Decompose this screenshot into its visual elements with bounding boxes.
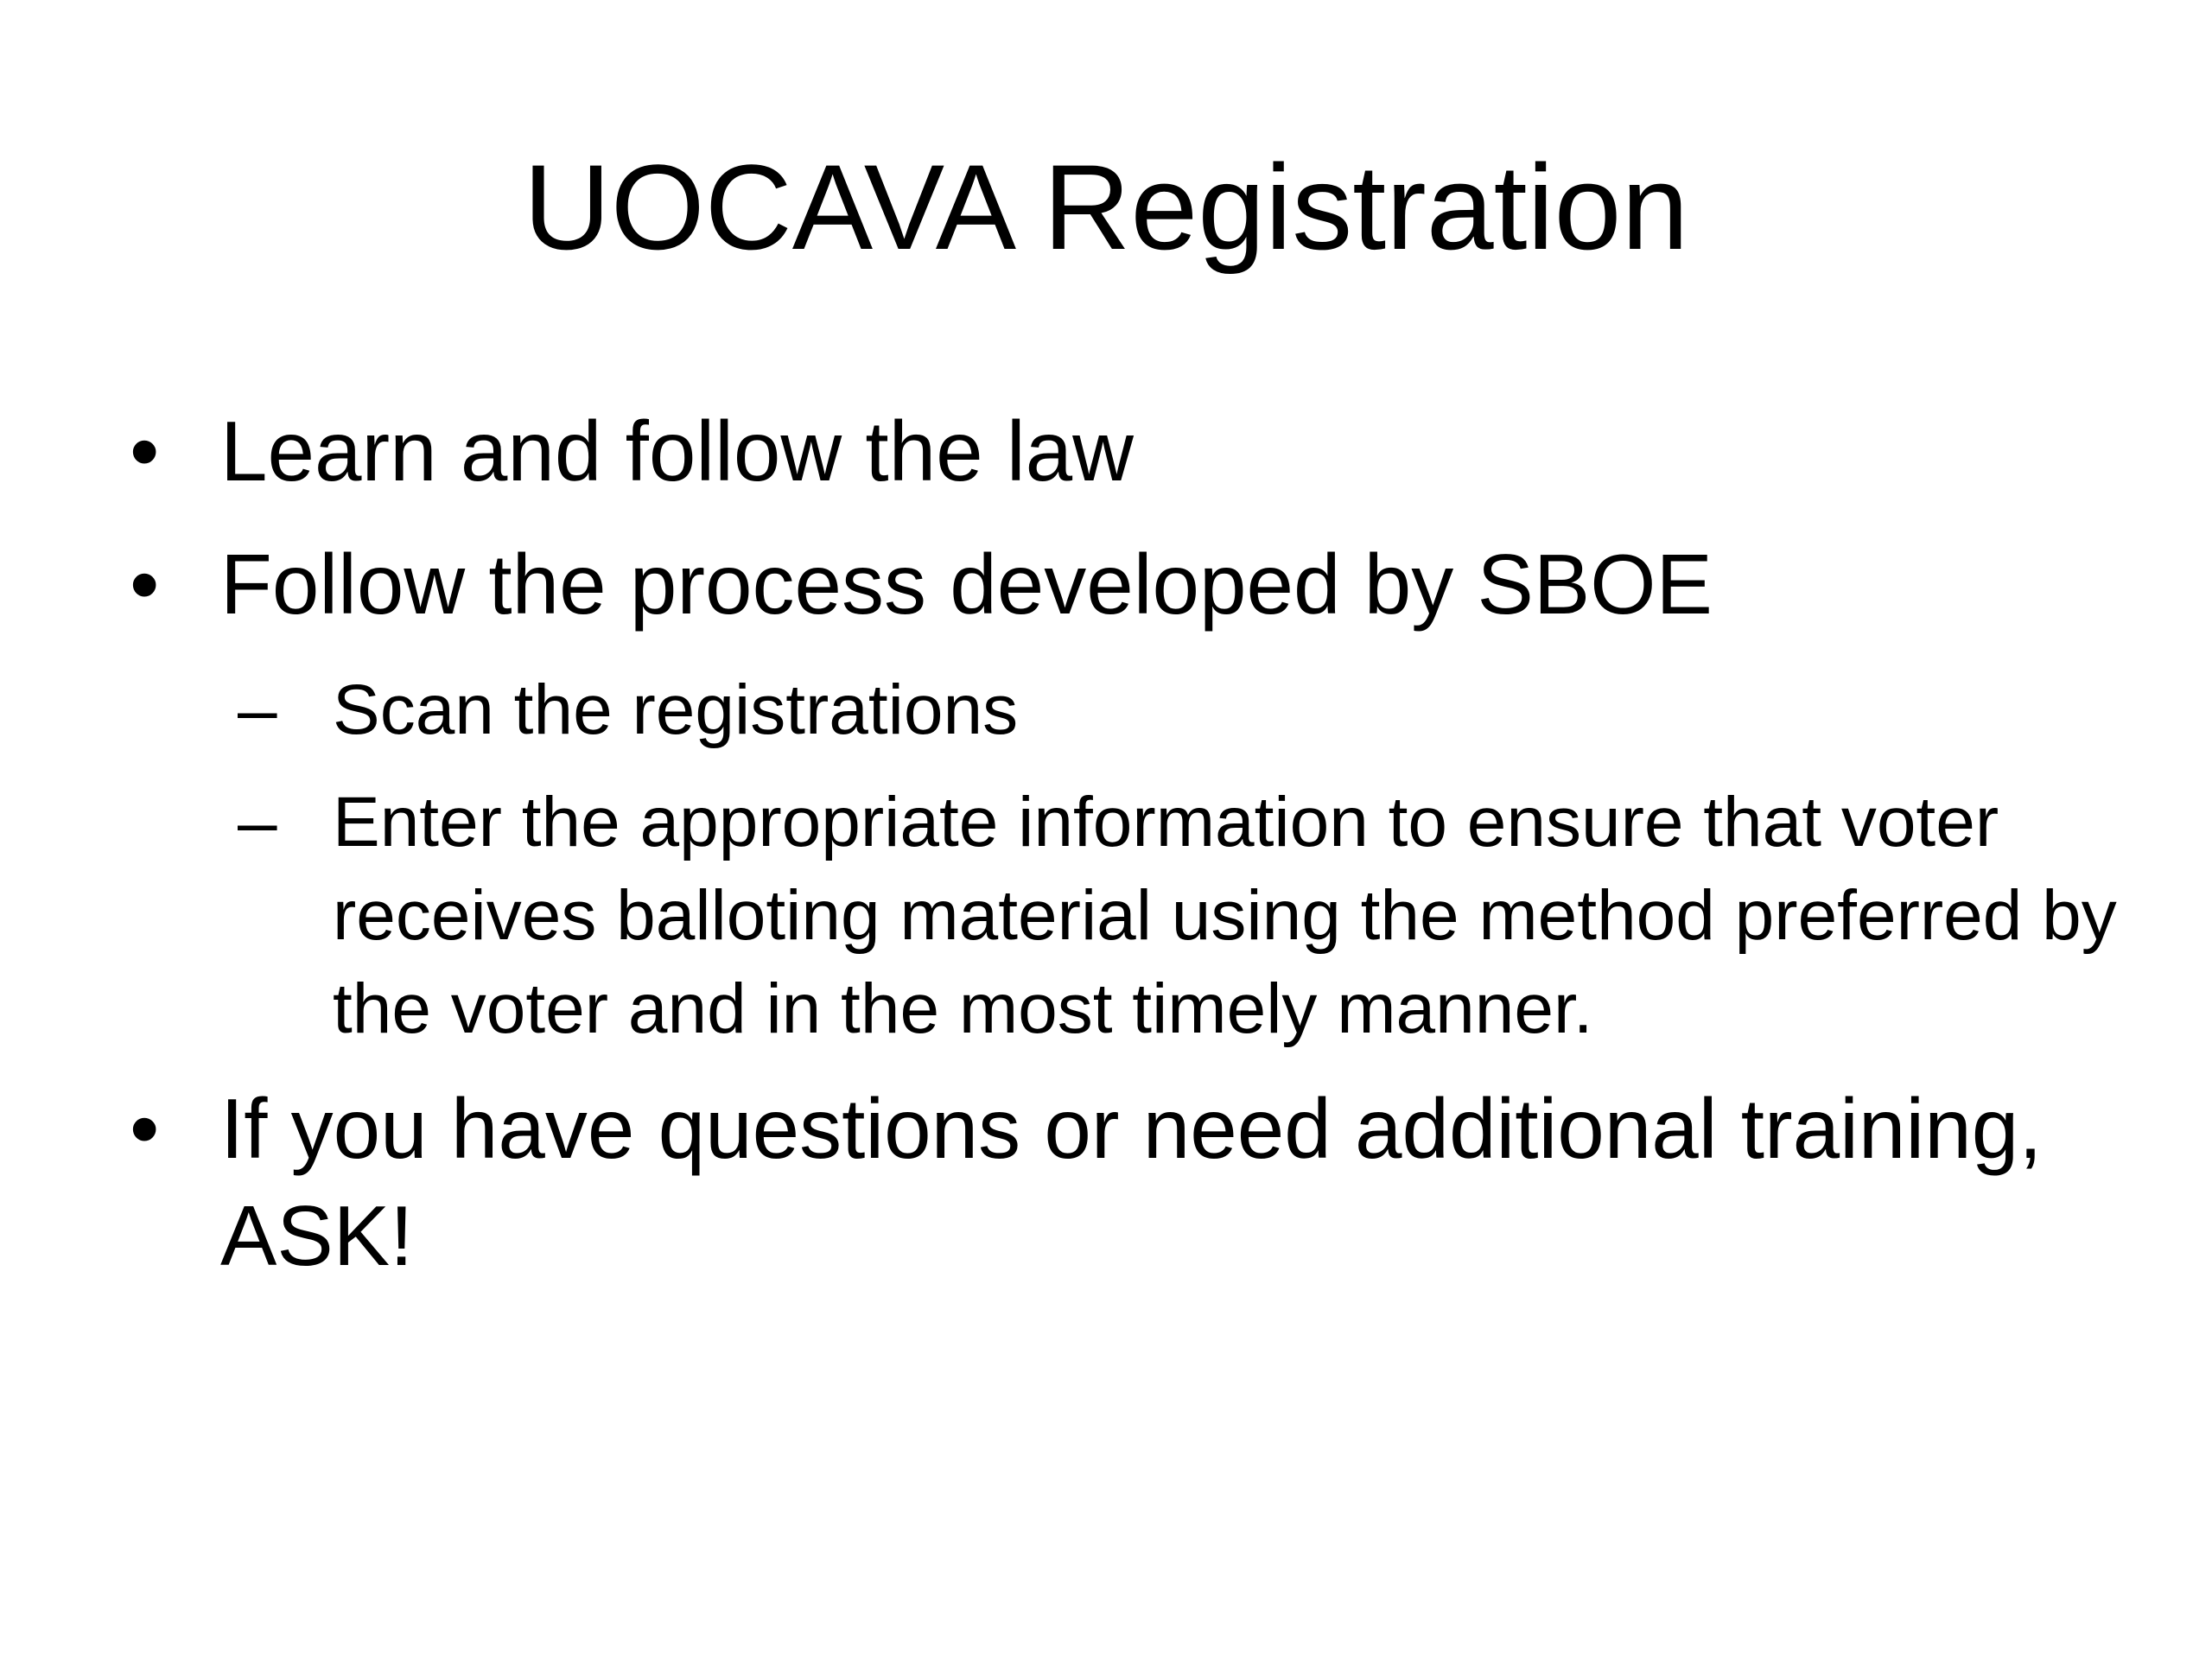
bullet-item [130,1075,2117,1289]
sub-bullet-item [238,664,2117,757]
slide-title: UOCAVA Registration [523,139,1689,275]
bullet-text: Follow the process developed by SBOE [220,537,1713,632]
sub-bullet-text: Enter the appropriate information to ensure that voter receives balloting material using the method preferred by the voter and in the most timely manner. [333,783,2117,1048]
sub-list [238,664,2117,1056]
bullet-marker: • [130,1081,160,1176]
sub-list-container [238,664,2117,1056]
bullet-item [130,531,2117,638]
sub-bullet-item [238,776,2117,1056]
sub-bullet-marker: – [238,783,277,861]
bullet-marker: • [130,537,160,632]
bullet-text: Learn and follow the law [220,404,1134,499]
bullet-item [130,397,2117,505]
sub-bullet-marker: – [238,671,277,749]
sub-bullet-text: Scan the registrations [333,671,1019,749]
bullet-text: If you have questions or need additional training, ASK! [220,1081,2043,1283]
bullet-list [130,397,2117,1315]
bullet-marker: • [130,404,160,499]
